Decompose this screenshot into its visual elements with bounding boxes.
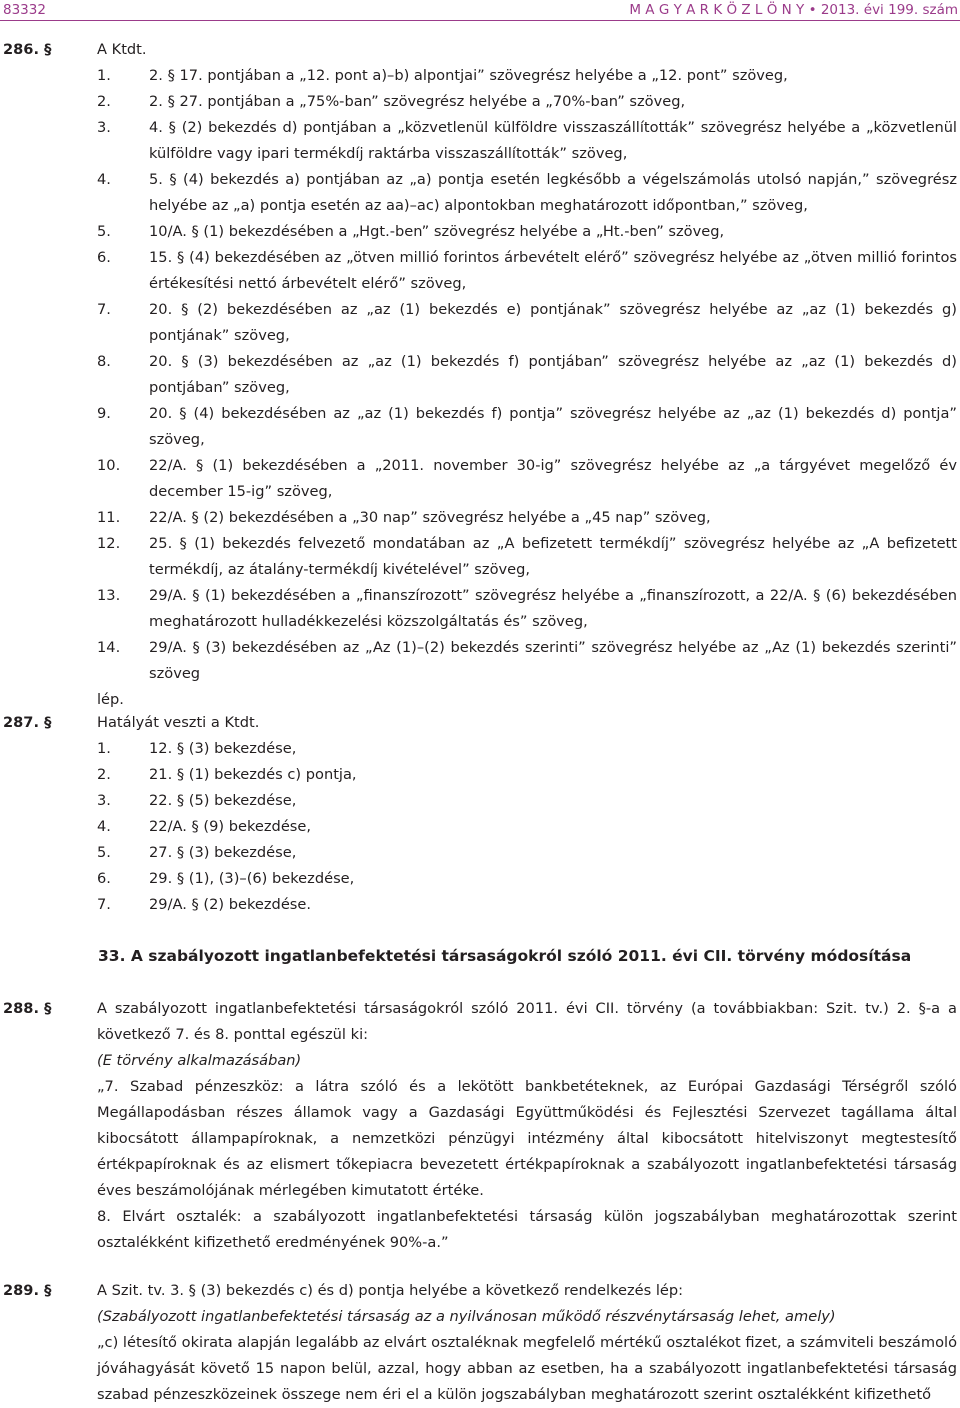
paragraph: „c) létesítő okirata alapján legalább az elvárt osztaléknak megfelelő mértékű osztalékot fizet, a számviteli beszámoló jóváhagyását követő 15 napon belül, azzal, hogy abban az esetben, ha a szabályozott ingatlanbefektetési társaság szabad pénzeszközeinek összege nem éri el a külön jogszabályban meghatározott szerint osztalékként kifizethető — [97, 1334, 957, 1403]
repeal-list — [97, 736, 957, 918]
list-item — [97, 297, 957, 349]
item-number: 13. — [97, 587, 121, 604]
item-text: 27. § (3) bekezdése, — [149, 844, 297, 861]
item-number: 11. — [97, 509, 121, 526]
journal-title: M A G Y A R K Ö Z L Ö N Y • 2013. évi 199. szám — [629, 2, 958, 18]
chapter-subtitle: 33. A szabályozott ingatlanbefektetési társaságokról szóló 2011. évi CII. törvény módosítása — [98, 947, 912, 965]
section-number: 287. § — [3, 714, 52, 731]
item-number: 14. — [97, 639, 121, 656]
paragraph: A Szit. tv. 3. § (3) bekezdés c) és d) pontja helyébe a következő rendelkezés lép: — [97, 1282, 684, 1299]
list-item — [97, 762, 957, 788]
list-item — [97, 531, 957, 583]
item-text: 2. § 17. pontjában a „12. pont a)–b) alpontjai” szövegrész helyébe a „12. pont” szöveg, — [149, 67, 788, 84]
item-text: 22. § (5) bekezdése, — [149, 792, 297, 809]
item-number: 7. — [97, 301, 111, 318]
page-number: 83332 — [3, 2, 46, 18]
item-number: 2. — [97, 766, 111, 783]
paragraph: „7. Szabad pénzeszköz: a látra szóló és a lekötött bankbetéteknek, az Európai Gazdasági Térségről szóló Megállapodásban részes államok vagy a Gazdasági Együttműködési és Fejlesztési Szervezet tagállama által kibocsátott állampapíroknak, a nemzetközi pénzügyi intézmény által kibocsátott hitelviszonyt megtestesítő értékpapíroknak és az elismert tőkepiacra bevezetett értékpapíroknak a szabályozott ingatlanbefektetési társaság éves beszámolójának mérlegében kimutatott értéke. — [97, 1078, 957, 1199]
list-item — [97, 167, 957, 219]
paragraph: A szabályozott ingatlanbefektetési társaságokról szóló 2011. évi CII. törvény (a továbbiakban: Szit. tv.) 2. §-a a következő 7. és 8. ponttal egészül ki: — [97, 1000, 957, 1043]
item-number: 1. — [97, 740, 111, 757]
item-number: 3. — [97, 792, 111, 809]
item-text: 20. § (2) bekezdésében az „az (1) bekezdés e) pontjának” szövegrész helyébe az „az (1) bekezdés g) pontjának” szöveg, — [149, 301, 957, 344]
item-text: 29. § (1), (3)–(6) bekezdése, — [149, 870, 355, 887]
list-item — [97, 219, 957, 245]
item-number: 12. — [97, 535, 121, 552]
list-item — [97, 453, 957, 505]
item-number: 1. — [97, 67, 111, 84]
list-item — [97, 245, 957, 297]
item-number: 4. — [97, 818, 111, 835]
section-intro: Hatályát veszti a Ktdt. — [97, 714, 260, 731]
item-text: 4. § (2) bekezdés d) pontjában a „közvetlenül külföldre visszaszállították” szövegrész helyébe a „közvetlenül külföldre vagy ipari termékdíj raktárba visszaszállították” szöveg, — [149, 119, 957, 162]
item-number: 9. — [97, 405, 111, 422]
item-text: 2. § 27. pontjában a „75%-ban” szövegrész helyébe a „70%-ban” szöveg, — [149, 93, 686, 110]
section-intro: A Ktdt. — [97, 41, 147, 58]
list-item — [97, 349, 957, 401]
item-number: 2. — [97, 93, 111, 110]
item-number: 6. — [97, 870, 111, 887]
list-item — [97, 736, 957, 762]
list-item — [97, 866, 957, 892]
item-text: 15. § (4) bekezdésében az „ötven millió forintos árbevételt elérő” szövegrész helyébe az „ötven millió forintos értékesítési nettó árbevételt elérő” szöveg, — [149, 249, 957, 292]
section-body — [97, 37, 957, 713]
item-text: 20. § (3) bekezdésében az „az (1) bekezdés f) pontjában” szövegrész helyébe az „az (1) bekezdés d) pontjában” szöveg, — [149, 353, 957, 396]
item-text: 20. § (4) bekezdésében az „az (1) bekezdés f) pontja” szövegrész helyébe az „az (1) bekezdés d) pontja” szöveg, — [149, 405, 957, 448]
item-number: 6. — [97, 249, 111, 266]
list-item — [97, 840, 957, 866]
closing-text: lép. — [97, 691, 124, 708]
list-item — [97, 788, 957, 814]
list-item — [97, 814, 957, 840]
section-number: 286. § — [3, 41, 52, 58]
item-text: 25. § (1) bekezdés felvezető mondatában az „A befizetett termékdíj” szövegrész helyébe az „A befizetett termékdíj, az átalány-termékdíj kivételével” szöveg, — [149, 535, 957, 578]
item-number: 3. — [97, 119, 111, 136]
item-number: 10. — [97, 457, 121, 474]
item-text: 22/A. § (1) bekezdésében a „2011. november 30-ig” szövegrész helyébe az „a tárgyévet megelőző év december 15-ig” szöveg, — [149, 457, 957, 500]
item-text: 22/A. § (2) bekezdésében a „30 nap” szövegrész helyébe a „45 nap” szöveg, — [149, 509, 711, 526]
list-item — [97, 635, 957, 687]
item-text: 10/A. § (1) bekezdésében a „Hgt.-ben” szövegrész helyébe a „Ht.-ben” szöveg, — [149, 223, 725, 240]
list-item — [97, 892, 957, 918]
item-text: 29/A. § (3) bekezdésében az „Az (1)–(2) bekezdés szerinti” szövegrész helyébe az „Az (1) bekezdés szerinti” szöveg — [149, 639, 957, 682]
item-text: 29/A. § (2) bekezdése. — [149, 896, 312, 913]
item-number: 7. — [97, 896, 111, 913]
list-item — [97, 89, 957, 115]
list-item — [97, 505, 957, 531]
section-number: 288. § — [3, 1000, 52, 1017]
item-text: 5. § (4) bekezdés a) pontjában az „a) pontja esetén legkésőbb a végelszámolás utolsó napján,” szövegrész helyébe az „a) pontja esetén az aa)–ac) alpontokban meghatározott időpontban,” szöveg, — [149, 171, 957, 214]
paragraph-italic: (Szabályozott ingatlanbefektetési társaság az a nyilvánosan működő részvénytársaság lehet, amely) — [97, 1308, 836, 1325]
list-item — [97, 115, 957, 167]
list-item — [97, 401, 957, 453]
section-body — [97, 710, 957, 918]
item-number: 5. — [97, 844, 111, 861]
paragraph: 8. Elvárt osztalék: a szabályozott ingatlanbefektetési társaság külön jogszabályban meghatározottak szerint osztalékként kifizethető eredményének 90%-a.” — [97, 1208, 957, 1251]
page-header — [0, 0, 960, 21]
paragraph-italic: (E törvény alkalmazásában) — [97, 1052, 302, 1069]
section-body — [97, 1278, 957, 1408]
section-number: 289. § — [3, 1282, 52, 1299]
amendment-list — [97, 63, 957, 687]
item-text: 12. § (3) bekezdése, — [149, 740, 297, 757]
section-body — [97, 996, 957, 1256]
list-item — [97, 583, 957, 635]
item-number: 8. — [97, 353, 111, 370]
item-number: 4. — [97, 171, 111, 188]
item-text: 29/A. § (1) bekezdésében a „finanszírozott” szövegrész helyébe a „finanszírozott, a 22/A. § (6) bekezdésében meghatározott hulladékkezelési közszolgáltatás és” szöveg, — [149, 587, 957, 630]
item-text: 21. § (1) bekezdés c) pontja, — [149, 766, 357, 783]
item-number: 5. — [97, 223, 111, 240]
item-text: 22/A. § (9) bekezdése, — [149, 818, 312, 835]
list-item — [97, 63, 957, 89]
